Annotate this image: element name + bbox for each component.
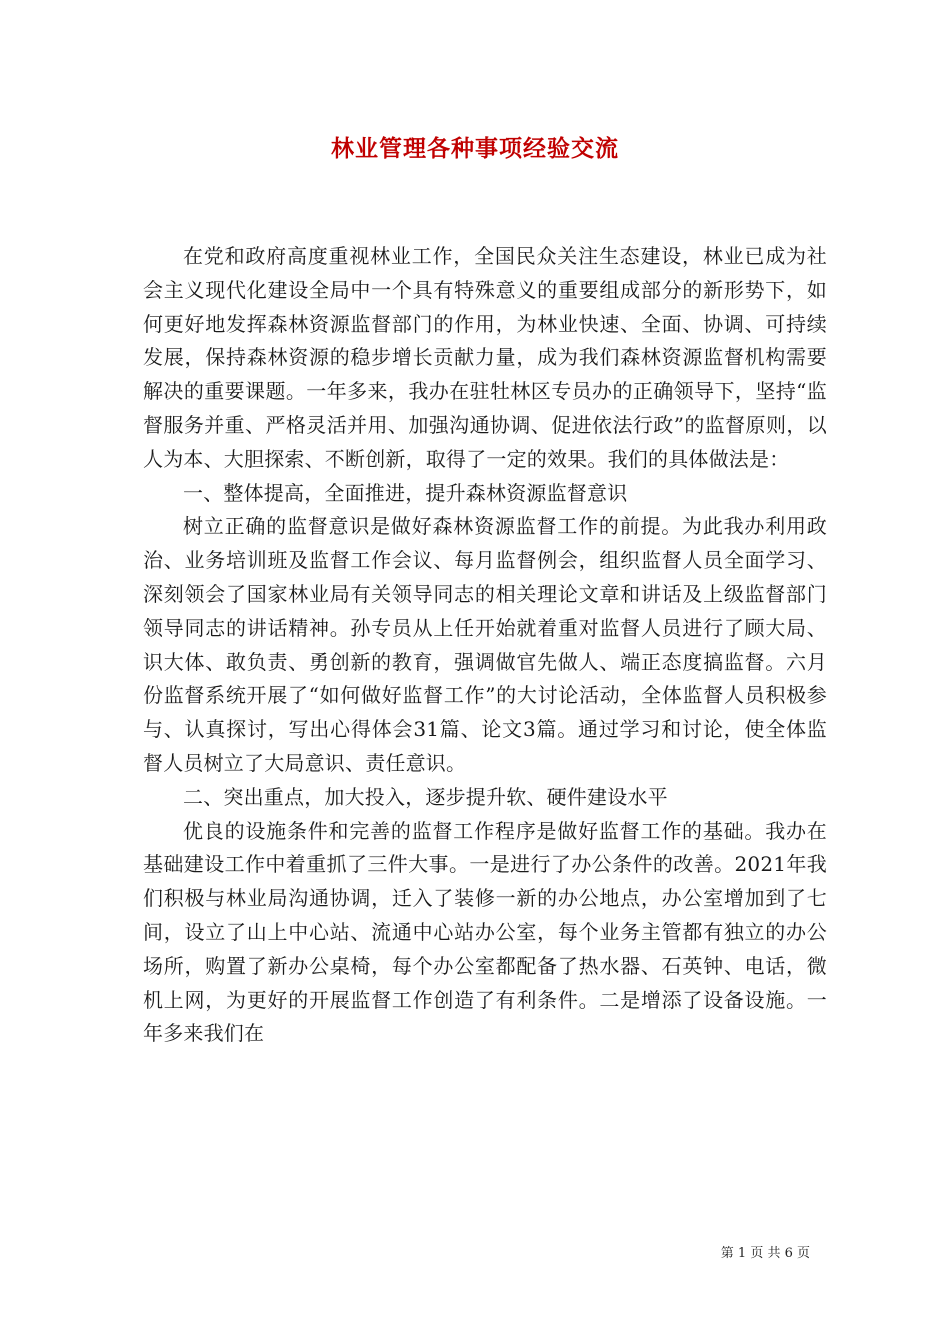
- section-heading: 二、突出重点，加大投入，逐步提升软、硬件建设水平: [183, 784, 668, 809]
- body-paragraph: 优良的设施条件和完善的监督工作程序是做好监督工作的基础。我办在基础建设工作中着重抓了三件大事。一是进行了办公条件的改善。2021年我们积极与林业局沟通协调，迁入了装修一新的办公地点，办公室增加到了七间，设立了山上中心站、流通中心站办公室，每个业务主管都有独立的办公场所，购置了新办公桌椅，每个办公室都配备了热水器、石英钟、电话，微机上网，为更好的开展监督工作创造了有利条件。二是增添了设备设施。一年多来我们在: [143, 818, 827, 1046]
- body-paragraph: 树立正确的监督意识是做好森林资源监督工作的前提。为此我办利用政治、业务培训班及监督工作会议、每月监督例会，组织监督人员全面学习、深刻领会了国家林业局有关领导同志的相关理论文章和讲话及上级监督部门领导同志的讲话精神。孙专员从上任开始就着重对监督人员进行了顾大局、识大体、敢负责、勇创新的教育，强调做官先做人、端正态度搞监督。六月份监督系统开展了“如何做好监督工作”的大讨论活动，全体监督人员积极参与、认真探讨，写出心得体会31篇、论文3篇。通过学习和讨论，使全体监督人员树立了大局意识、责任意识。: [143, 514, 827, 775]
- page-number: 第 1 页 共 6 页: [720, 1246, 810, 1261]
- section-heading: 一、整体提高，全面推进，提升森林资源监督意识: [183, 480, 628, 505]
- document-body: [143, 240, 827, 1051]
- document-title: 林业管理各种事项经验交流: [331, 135, 619, 162]
- body-paragraph: 在党和政府高度重视林业工作，全国民众关注生态建设，林业已成为社会主义现代化建设全局中一个具有特殊意义的重要组成部分的新形势下，如何更好地发挥森林资源监督部门的作用，为林业快速、全面、协调、可持续发展，保持森林资源的稳步增长贡献力量，成为我们森林资源监督机构需要解决的重要课题。一年多来，我办在驻牡林区专员办的正确领导下，坚持“监督服务并重、严格灵活并用、加强沟通协调、促进依法行政”的监督原则，以人为本、大胆探索、不断创新，取得了一定的效果。我们的具体做法是：: [143, 244, 827, 471]
